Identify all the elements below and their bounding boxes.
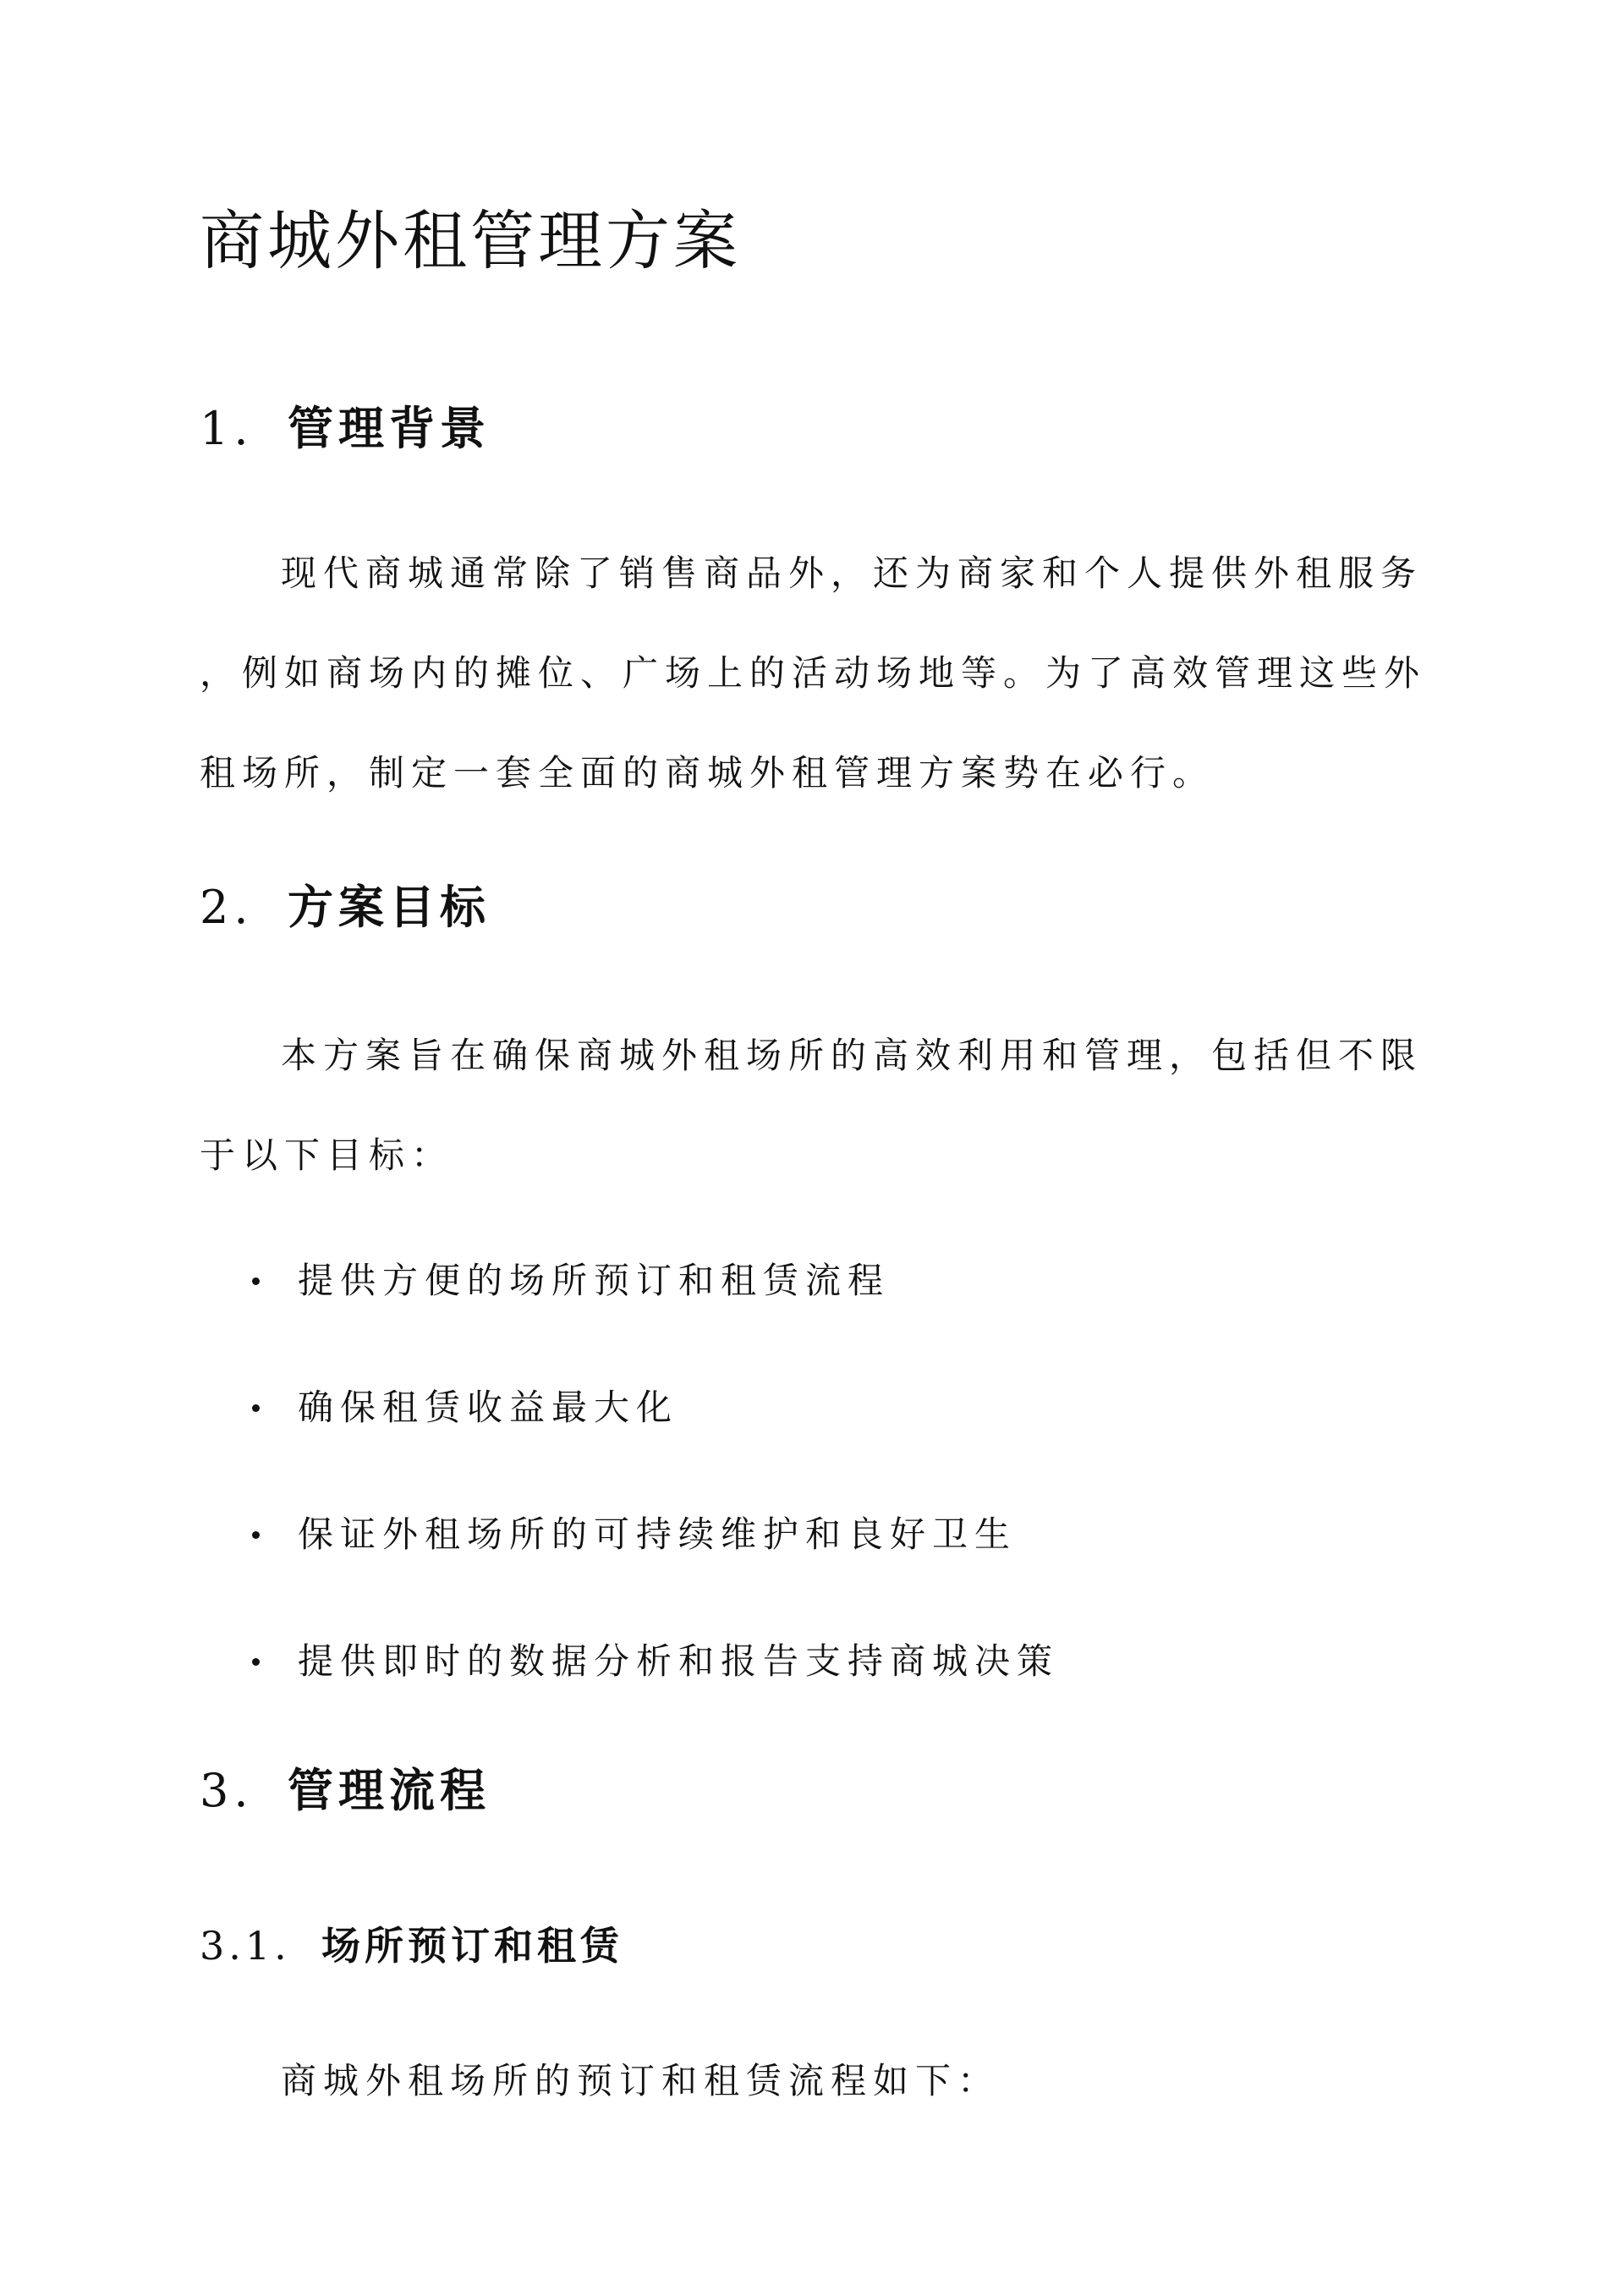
- list-item: [200, 1509, 1059, 1636]
- section-number: 3.: [200, 1764, 254, 1817]
- subsection-3-1-paragraph: [200, 2056, 1426, 2156]
- section-title: 管理流程: [288, 1763, 491, 1817]
- goals-list: [200, 1255, 1059, 1763]
- bullet-icon: [252, 1277, 260, 1285]
- section-1-paragraph: [200, 548, 1426, 848]
- list-item: [200, 1636, 1059, 1763]
- list-item: [200, 1255, 1059, 1382]
- document-title: 商城外租管理方案: [200, 203, 741, 278]
- list-item-text: 提供方便的场所预订和租赁流程: [298, 1260, 891, 1301]
- list-item: [200, 1382, 1059, 1509]
- list-item-text: 提供即时的数据分析和报告支持商城决策: [298, 1640, 1060, 1682]
- section-title: 管理背景: [288, 401, 491, 455]
- subsection-heading-3-1: [200, 1922, 623, 1969]
- list-item-text: 保证外租场所的可持续维护和良好卫生: [298, 1513, 1018, 1555]
- paragraph-line: 商城外租场所的预订和租赁流程如下：: [281, 2060, 1001, 2101]
- section-number: 2.: [200, 881, 254, 934]
- subsection-number: 3.1.: [200, 1923, 291, 1969]
- bullet-icon: [252, 1531, 260, 1539]
- section-number: 1.: [200, 402, 254, 455]
- paragraph-line: 本方案旨在确保商城外租场所的高效利用和管理，包括但不限: [281, 1035, 1424, 1076]
- section-heading-2: [200, 880, 491, 935]
- bullet-icon: [252, 1404, 260, 1412]
- paragraph-line: ，例如商场内的摊位、广场上的活动场地等。为了高效管理这些外: [200, 652, 1427, 694]
- paragraph-line: 现代商城通常除了销售商品外，还为商家和个人提供外租服务: [281, 552, 1424, 594]
- subsection-title: 场所预订和租赁: [321, 1923, 623, 1969]
- list-item-text: 确保租赁收益最大化: [298, 1387, 679, 1428]
- paragraph-line: 租场所，制定一套全面的商城外租管理方案势在必行。: [200, 752, 1215, 794]
- section-title: 方案目标: [288, 880, 491, 934]
- section-heading-3: [200, 1763, 491, 1818]
- bullet-icon: [252, 1658, 260, 1666]
- section-2-paragraph: [200, 1030, 1426, 1230]
- section-heading-1: [200, 401, 491, 456]
- paragraph-line: 于以下目标：: [200, 1134, 454, 1176]
